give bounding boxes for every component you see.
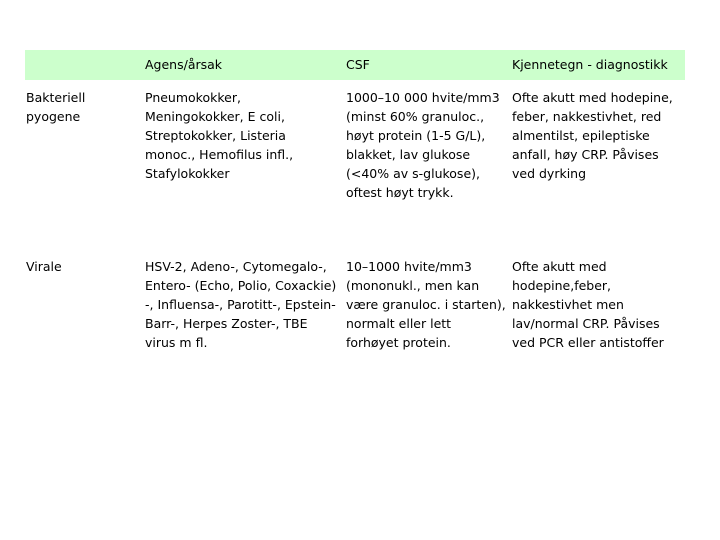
row-bakteriell-type: Bakteriell pyogene xyxy=(26,90,86,124)
row-bakteriell-kjennetegn: Ofte akutt med hodepine, feber, nakkestivhet, red almentilst, epileptiske anfall, høy CRP. Påvises ved dyrking xyxy=(512,90,673,181)
row-virale-type: Virale xyxy=(26,259,62,274)
row-virale-kjennetegn: Ofte akutt med hodepine,feber, nakkestivhet men lav/normal CRP. Påvises ved PCR eller antistoffer xyxy=(512,259,664,350)
row-bakteriell-agens: Pneumokokker, Meningokokker, E coli, Streptokokker, Listeria monoc., Hemofilus infl., Stafylokokker xyxy=(145,90,294,181)
header-csf: CSF xyxy=(346,57,370,72)
row-virale-agens: HSV-2, Adeno-, Cytomegalo-, Entero- (Echo, Polio, Coxackie) -, Influensa-, Parotitt-, Epstein- Barr-, Herpes Zoster-, TBE virus m fl. xyxy=(145,259,337,350)
header-kjennetegn: Kjennetegn - diagnostikk xyxy=(512,57,668,72)
row-virale-csf: 10–1000 hvite/mm3 (mononukl., men kan være granuloc. i starten), normalt eller lett forhøyet protein. xyxy=(346,259,506,350)
header-agens: Agens/årsak xyxy=(145,57,223,72)
row-bakteriell-csf: 1000–10 000 hvite/mm3 (minst 60% granuloc., høyt protein (1-5 G/L), blakket, lav glukose (<40% av s-glukose), oftest høyt trykk. xyxy=(346,90,500,200)
